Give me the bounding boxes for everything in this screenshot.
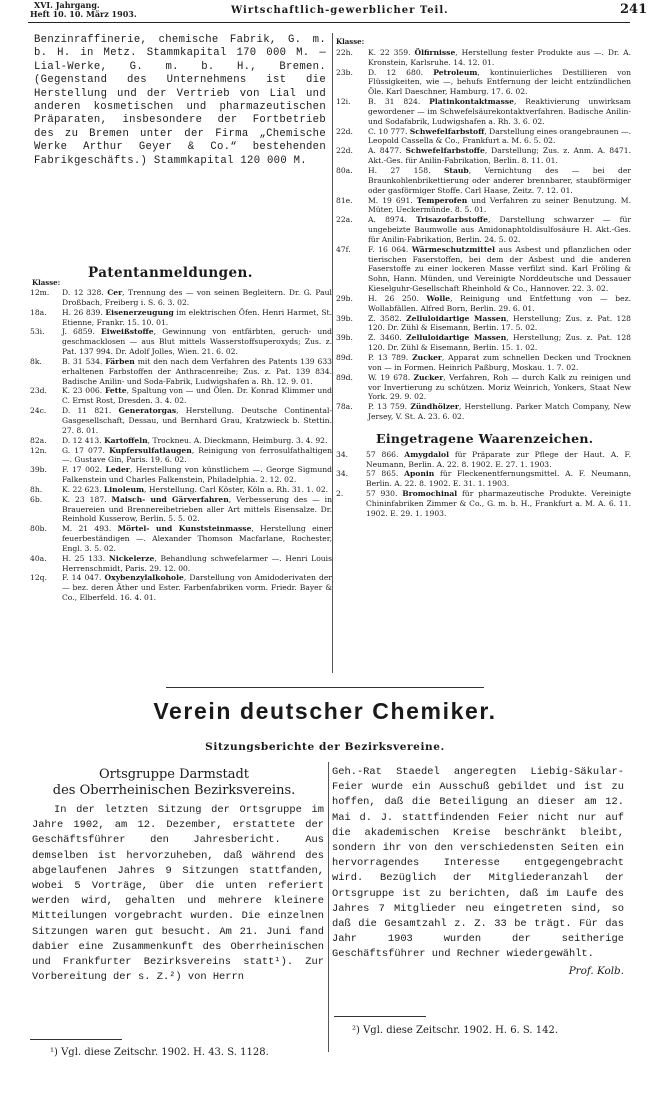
- entry-keyword: Bromochinal: [402, 489, 458, 499]
- klasse-code: 22a.: [336, 215, 353, 225]
- klasse-code: 23d.: [30, 386, 47, 396]
- entry-keyword: Nickelerze: [108, 553, 155, 563]
- patent-entry: [336, 294, 631, 314]
- entry-description: , Trockneu. A. Dieckmann, Heimburg. 3. 4. 92.: [147, 435, 328, 445]
- trademarks-title: Eingetragene Waarenzeichen.: [376, 430, 594, 446]
- entry-keyword: Schwefelfarbstoff: [409, 126, 485, 136]
- entry-keyword: Zucker: [413, 372, 444, 382]
- entry-description: , Herstellung. Carl Köster, Köln a. Rh. 31. 1. 02.: [144, 484, 329, 494]
- entry-keyword: Amygdalol: [404, 449, 450, 459]
- klasse-code: 80a.: [336, 165, 353, 175]
- application-number: D. 12 680.: [368, 67, 424, 77]
- entry-description: , Behandlung schwefelarmer —. Henri Louis Herrenschmidt, Paris. 29. 12. 00.: [62, 553, 333, 573]
- klasse-label-right: Klasse:: [336, 37, 365, 46]
- entry-keyword: Staub: [443, 165, 469, 175]
- application-number: A. 8974.: [368, 215, 407, 225]
- footnote-rule-left: [30, 1039, 122, 1040]
- patent-entry: [336, 48, 631, 68]
- patent-entry: [336, 166, 631, 196]
- klasse-code: 89d.: [336, 372, 353, 382]
- patent-entry: [336, 146, 631, 166]
- patent-entry: [30, 554, 332, 574]
- trademark-entry: [336, 469, 631, 489]
- footnote-1: ¹) Vgl. diese Zeitschr. 1902. H. 43. S. 1128.: [50, 1047, 269, 1058]
- klasse-code: 18a.: [30, 307, 47, 317]
- entry-keyword: Generatorgas: [118, 406, 177, 416]
- entry-description: , Reinigung und Entfettung von — bez. Wollabfällen. Alfred Born, Berlin. 29. 6. 01.: [368, 293, 632, 313]
- patent-entry: [336, 333, 631, 353]
- patent-entry: [336, 215, 631, 245]
- klasse-code: 53i.: [30, 327, 45, 337]
- application-number: W. 19 678.: [368, 372, 411, 382]
- patent-entry: [336, 314, 631, 334]
- entry-description: , Herstellung fester Produkte aus —. Dr. A. Kronstein, Karlsruhe. 14. 12. 01.: [368, 47, 631, 67]
- patents-left-column: [30, 288, 332, 603]
- application-number: D. 11 821.: [62, 406, 112, 416]
- klasse-code: 2.: [336, 489, 344, 499]
- klasse-code: 39b.: [30, 465, 47, 475]
- application-number: H. 26 839.: [62, 307, 103, 317]
- klasse-code: 39b.: [336, 333, 353, 343]
- entry-keyword: Zelluloidartige Massen: [406, 313, 507, 323]
- application-number: P. 13 759.: [368, 402, 408, 412]
- patent-entry: [30, 436, 332, 446]
- entry-keyword: Eiweißstoffe: [101, 327, 154, 337]
- klasse-code: 80b.: [30, 524, 47, 534]
- entry-description: , Spaltung von — und Ölen. Dr. Konrad Klimmer und C. Ernst Rost, Dresden. 3. 4. 02.: [62, 386, 332, 406]
- klasse-code: 34.: [336, 469, 349, 479]
- application-number: P. 13 789.: [368, 353, 409, 362]
- entry-description: , Verbesserung des — in Brauereien und Brennereibetrieben aller Art mittels Eisensalze. Dr. Reinhold Kusserow, Berlin. 5. 5. 02.: [62, 494, 332, 524]
- entry-keyword: Temperofen: [416, 195, 468, 205]
- report-text-right: Geh.-Rat Staedel angeregten Liebig-Säkular-Feier wurde ein Ausschuß gebildet und ist zu hoffen, daß die Beteiligung an dieser am 12. Mai d. J. stattfindenden Feier nicht nur auf die akademischen Kreise beschränkt bleibt, sondern ihr von den verschiedensten Seiten ein hervorragendes Interesse entgegengebracht wird. Bezüglich der Mitgliederanzahl der Ortsgruppe ist zu berichten, daß im Laufe des Jahres 7 Mitglieder neu eingetreten sind, so daß die Gesamtzahl z. Z. 33 be trägt. Für das Jahr 1903 wurden der seitherige Geschäftsführer und Rechner wiedergewählt.: [332, 766, 624, 961]
- klasse-code: 24c.: [30, 406, 47, 416]
- patent-entry: [336, 373, 631, 403]
- entry-description: , Darstellung; Zus. z. Anm. A. 8471. Akt.-Ges. für Anilin-Fabrikation, Berlin. 8. 11. 01.: [368, 146, 631, 166]
- entry-description: , Reaktivierung unwirksam gewordener — im Schwefelsäurekontaktverfahren. Badische Anilin- und Sodafabrik, Ludwigshafen a. Rh. 3. 6. 02.: [368, 97, 631, 126]
- patent-entry: [30, 288, 332, 308]
- klasse-code: 8h.: [30, 484, 43, 494]
- entry-description: , Herstellung von künstlichem —. George Sigmund Falkenstein und Charles Falkenstein, Philadelphia. 2. 12. 02.: [62, 465, 332, 485]
- intro-paragraph: Benzinraffinerie, chemische Fabrik, G. m. b. H. in Metz. Stammkapital 170 000 M. — Lial-Werke, G. m. b. H., Bremen. (Gegenstand des Unternehmens ist die Herstellung und der Vertrieb von Lial und anderen kosmetischen und pharmazeutischen Präparaten, insbesondere der Fortbetrieb des zu Bremen unter der Firma „Chemische Werke Arthur Geyer & Co.“ bestehenden Fabrikgeschäfts.) Stammkapital 120 000 M.: [34, 34, 326, 167]
- entry-keyword: Platinkontaktmasse: [429, 97, 514, 107]
- report-paragraph-left: In der letzten Sitzung der Ortsgruppe im Jahre 1902, am 12. Dezember, erstattete der Geschäftsführer den Jahresbericht. Aus demselben ist hervorzuheben, daß während des abgelaufenen Jahres 9 Sitzungen stattfanden, wobei 5 Vorträge, über die unten referiert werden wird, gehalten und mehrere kleinere Mitteilungen vorgebracht wurden. Die einzelnen Sitzungen waren gut besucht. Am 21. Juni fand dabier eine Zusammenkunft des Oberrheinischen und Frankfurter Bezirksvereins statt¹). Zur Vorbereitung der s. Z.²) von Herrn: [32, 804, 324, 984]
- entry-keyword: Maisch- und Gärverfahren: [111, 494, 229, 504]
- patent-entry: [30, 524, 332, 554]
- patent-entry: [30, 465, 332, 485]
- section-rule: [166, 687, 484, 688]
- patents-right-column: [336, 37, 631, 519]
- patent-entry: [30, 327, 332, 357]
- patent-entry: [30, 357, 332, 387]
- application-number: K. 22 359.: [368, 47, 411, 57]
- klasse-code: 29b.: [336, 293, 353, 303]
- issue-volume: XVI. Jahrgang.: [34, 0, 100, 10]
- klasse-code: 12n.: [30, 445, 47, 455]
- application-number: C. 10 777.: [368, 126, 408, 136]
- klasse-code: 12m.: [30, 288, 50, 297]
- application-number: H. 25 133.: [62, 553, 106, 563]
- application-number: B. 31 534.: [62, 356, 103, 366]
- verein-subtitle: Sitzungsberichte der Bezirksvereine.: [205, 741, 445, 753]
- application-number: F. 17 002.: [62, 465, 103, 475]
- entry-keyword: Kartoffeln: [104, 435, 148, 445]
- entry-description: , Herstellung; Zus. z. Pat. 128 120. Dr. Zühl & Eisemann, Berlin. 17. 5. 02.: [368, 313, 632, 333]
- entry-keyword: Fette: [104, 386, 127, 396]
- patent-entry: [336, 127, 631, 147]
- klasse-code: 12q.: [30, 573, 47, 583]
- application-number: H. 27 158.: [368, 165, 431, 175]
- entry-description: , Vernichtung des — bei der Braunkohlenbrikettierung oder anderer brennbarer, staubförmiger oder gasförmiger Stoffe. Carl Haase, Zeitz. 7. 12. 01.: [368, 165, 632, 195]
- entry-description: , Reinigung von ferrosulfathaltigen —. Gustave Gin, Paris. 19. 6. 02.: [62, 445, 333, 465]
- entry-keyword: Zucker: [412, 353, 442, 362]
- klasse-code: 22d.: [336, 126, 353, 136]
- issue-date: Heft 10. 10. März 1903.: [30, 9, 137, 19]
- entry-keyword: Wärmeschutzmittel: [411, 244, 495, 254]
- application-number: H. 26 250.: [368, 293, 419, 303]
- entry-keyword: Aponin: [404, 469, 435, 479]
- klasse-code: 22d.: [336, 146, 353, 156]
- entry-keyword: Cer: [107, 288, 123, 297]
- trademark-entry: [336, 450, 631, 470]
- patent-entry: [336, 97, 631, 127]
- patent-entry: [30, 495, 332, 525]
- entry-description: , Verfahren, Roh — durch Kalk zu reinigen und vor Invertierung zu schützen. Moriz Weinrich, Yonkers, Staat New York. 29. 9. 02.: [368, 372, 631, 402]
- application-number: G. 17 077.: [62, 445, 105, 455]
- footnote-rule-right: [334, 1016, 426, 1017]
- klasse-code: 23b.: [336, 67, 353, 77]
- patent-entry: [336, 402, 631, 422]
- application-number: J. 6859.: [62, 327, 95, 337]
- entry-description: und Verfahren zu seiner Benutzung. M. Müter, Ueckermünde. 8. 5. 01.: [368, 195, 631, 215]
- entry-description: aus Asbest und pflanzlichen oder tierischen Faserstoffen, bei dem der Asbest und die anderen Faserstoffe zu einer lockeren Masse verfilzt sind. Karl Fröling & Sohn, Hann. Münden, und Vereinigte Norddeutsche und Dessauer Kieselguhr-Gesellschaft Rheinhold & Co., Hannover. 22. 3. 02.: [368, 244, 631, 294]
- entry-description: , Gewinnung von entfärbten, geruch- und geschmacklosen — aus Blut mittels Wasserstoffsuperoxyds; Zus. z. Pat. 137 994. Dr. Adolf Jolles, Wien. 21. 6. 02.: [62, 327, 332, 357]
- application-number: K. 23 187.: [62, 494, 107, 504]
- footnote-2: ²) Vgl. diese Zeitschr. 1902. H. 6. S. 142.: [352, 1025, 559, 1036]
- entry-description: für Fleckenentfernungsmittel. A. F. Neumann, Berlin. A. 22. 8. 1902. E. 31. 1. 1903.: [366, 469, 631, 489]
- klasse-code: 81e.: [336, 195, 353, 205]
- klasse-code: 6b.: [30, 494, 43, 504]
- patent-entry: [30, 573, 332, 603]
- entry-description: , Herstellung. Deutsche Continental-Gasgesellschaft, Dessau, und Bernhard Grau, Kratzwieck b. Stettin. 27. 8. 01.: [62, 406, 332, 435]
- patents-title: Patentanmeldungen.: [88, 265, 253, 281]
- patent-entry: [30, 485, 332, 495]
- entry-keyword: Färben: [105, 356, 135, 366]
- application-number: F. 14 047.: [62, 573, 102, 583]
- entry-keyword: Eisenerzeugung: [105, 307, 174, 317]
- patent-entry: [336, 196, 631, 216]
- entry-keyword: Mörtel- und Kunststeinmasse: [117, 524, 252, 534]
- klasse-code: 78a.: [336, 402, 353, 412]
- column-divider-lower: [328, 762, 329, 1052]
- application-number: 57 866.: [366, 449, 399, 459]
- page-header: [0, 0, 650, 32]
- klasse-code: 34.: [336, 449, 349, 459]
- patent-entry: [30, 406, 332, 436]
- entry-keyword: Linoleum: [103, 484, 145, 494]
- entry-description: für pharmazeutische Produkte. Vereinigte Chininfabriken Zimmer & Co., G. m. b. H., Frankfurt a. M. A. 6. 11. 1902. E. 29. 1. 1903.: [366, 489, 631, 518]
- entry-description: , Apparat zum schnellen Decken und Trocknen von — in Formen. Heinrich Paßburg, Moskau. 1. 7. 02.: [368, 353, 631, 372]
- application-number: F. 16 064.: [368, 244, 409, 254]
- klasse-code: 39b.: [336, 313, 353, 323]
- entry-keyword: Petroleum: [433, 67, 478, 77]
- entry-description: , kontinuierliches Destillieren von Flüssigkeiten, wie —, behufs Entfernung der leicht entzündlichen Öle. Karl Daeschner, Hamburg. 17. 6. 02.: [368, 67, 631, 97]
- entry-description: , Herstellung einer feuerbeständigen —. Alexander Thomson Macfarlane, Rochester, Engl. 3. 5. 02.: [62, 524, 333, 553]
- klasse-code: 47f.: [336, 244, 351, 254]
- patent-entry: [336, 245, 631, 294]
- entry-description: , Herstellung. Parker Match Company, New Jersey, V. St. A. 23. 6. 02.: [368, 402, 631, 422]
- signature: Prof. Kolb.: [568, 964, 624, 977]
- klasse-label-left: Klasse:: [32, 278, 61, 287]
- verein-title: Verein deutscher Chemiker.: [153, 698, 497, 724]
- section-title: Wirtschaftlich-gewerblicher Teil.: [231, 5, 449, 16]
- application-number: 57 865.: [366, 469, 399, 479]
- patent-entry: [336, 353, 631, 373]
- klasse-code: 12i.: [336, 97, 351, 107]
- patent-entry: [30, 446, 332, 466]
- application-number: Z. 3582.: [368, 313, 402, 323]
- entry-description: , Darstellung von Amidoderivaten der — bez. deren Äther und Ester. Farbenfabriken vorm. Friedr. Bayer & Co., Elberfeld. 16. 4. 01.: [62, 573, 332, 603]
- application-number: K. 22 623.: [62, 484, 102, 494]
- entry-description: , Darstellung schwarzer — für ungebeizte Baumwolle aus Amidonaphtoldisulfosäure H. Akt.-Ges. für Anilin-Fabrikation, Berlin. 24. 5. 02.: [368, 215, 631, 244]
- ortsgruppe-heading: Ortsgruppe Darmstadt: [98, 767, 250, 782]
- bezirksverein-heading: des Oberrheinischen Bezirksvereins.: [52, 783, 296, 798]
- entry-description: , Herstellung; Zus. z. Pat. 128 120. Dr. Zühl & Eisemann, Berlin. 15. 1. 02.: [368, 333, 632, 353]
- entry-description: , Darstellung eines orangebraunen —. Leopold Cassella & Co., Frankfurt a. M. 6. 5. 02.: [368, 126, 631, 146]
- application-number: 57 930.: [366, 489, 398, 499]
- report-paragraph-right: [332, 765, 624, 979]
- patent-entry: [336, 68, 631, 98]
- entry-keyword: Oxybenzylalkohole: [104, 573, 184, 583]
- page-number: 241: [620, 2, 648, 17]
- patent-entry: [30, 308, 332, 328]
- klasse-code: 22h.: [336, 47, 353, 57]
- entry-keyword: Trisazofarbstoffe: [415, 215, 488, 225]
- header-rule: [28, 22, 630, 23]
- application-number: D. 12 413.: [62, 435, 102, 445]
- entry-description: , Trennung des — von seinen Begleitern. Dr. G. Paul Droßbach, Freiberg i. S. 6. 3. 02.: [62, 288, 332, 307]
- application-number: M. 21 493.: [62, 524, 112, 534]
- klasse-code: 40a.: [30, 553, 47, 563]
- klasse-code: 82a.: [30, 435, 47, 445]
- entry-keyword: Leder: [105, 465, 130, 475]
- application-number: B. 31 824.: [368, 97, 421, 107]
- patent-entry: [30, 386, 332, 406]
- klasse-code: 89d.: [336, 353, 353, 362]
- entry-keyword: Zündhölzer: [410, 402, 459, 412]
- entry-description: für Präparate zur Pflege der Haut. A. F. Neumann, Berlin. A. 22. 8. 1902. E. 27. 1. 1903.: [366, 449, 631, 469]
- entry-description: im elektrischen Öfen. Henri Harmet, St. Etienne, Frankr. 15. 10. 01.: [62, 307, 332, 327]
- application-number: K. 23 006.: [62, 386, 103, 396]
- trademark-entry: [336, 489, 631, 519]
- entry-keyword: Wolle: [426, 293, 451, 303]
- column-divider: [332, 33, 333, 673]
- entry-keyword: Schwefelfarbstoffe: [405, 146, 485, 156]
- application-number: M. 19 691.: [368, 195, 413, 205]
- entry-keyword: Ölfirnisse: [414, 47, 456, 57]
- entry-keyword: Zelluloidartige Massen: [406, 333, 507, 343]
- entry-keyword: Kupfersulfatlaugen: [109, 445, 192, 455]
- application-number: Z. 3460.: [368, 333, 402, 343]
- entry-description: mit den nach dem Verfahren des Patents 139 633 erhaltenen Farbstoffen der Anthracenreihe; Zus. z. Pat. 139 834. Badische Anilin- und Soda-Fabrik, Ludwigshafen a. Rh. 12. 9. 01.: [62, 356, 332, 386]
- application-number: A. 8477.: [368, 146, 402, 156]
- application-number: D. 12 328.: [62, 288, 104, 297]
- klasse-code: 8k.: [30, 356, 42, 366]
